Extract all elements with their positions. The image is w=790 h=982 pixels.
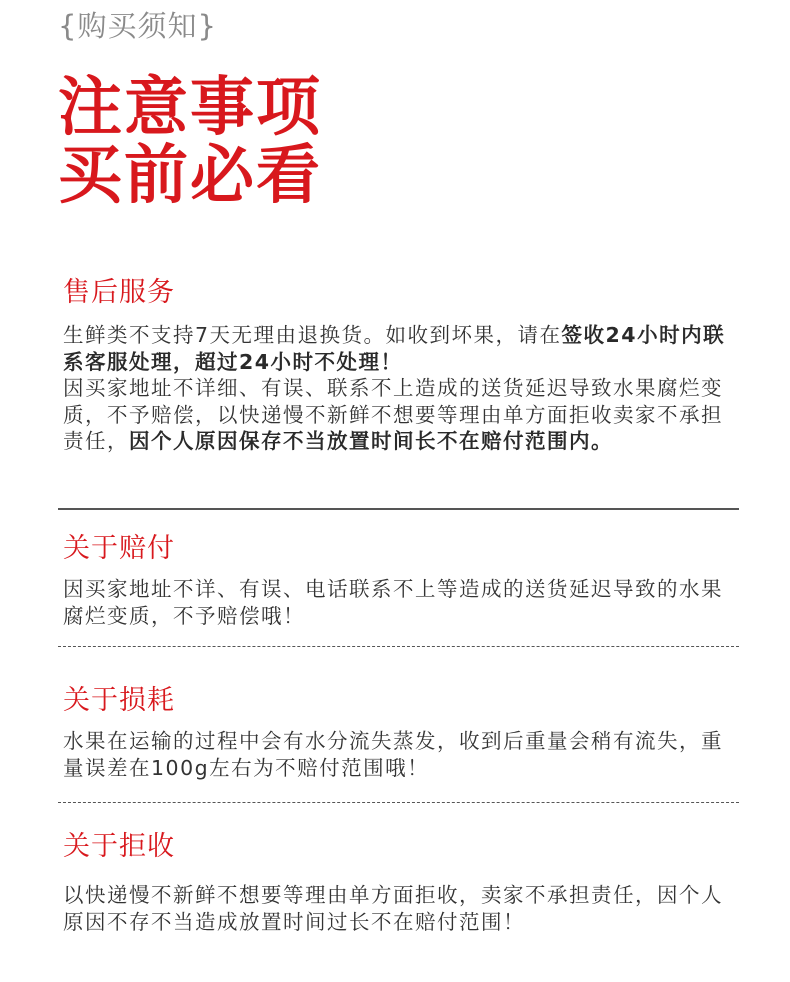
section-title-loss: 关于损耗 bbox=[63, 685, 175, 716]
section-after-sales bbox=[63, 276, 743, 455]
section-body-compensation: 因买家地址不详、有误、电话联系不上等造成的送货延迟导致的水果腐烂变质，不予赔偿哦！ bbox=[63, 577, 723, 628]
section-divider-solid bbox=[58, 508, 739, 510]
tagline: {购买须知} bbox=[58, 9, 217, 43]
headline-line-2: 买前必看 bbox=[58, 139, 322, 213]
section-body-loss: 水果在运输的过程中会有水分流失蒸发，收到后重量会稍有流失，重量误差在100g左右为不赔付范围哦！ bbox=[63, 729, 723, 780]
section-divider-dashed-2 bbox=[58, 802, 739, 803]
section-loss bbox=[63, 684, 743, 781]
section-rejection bbox=[63, 830, 743, 935]
section-body-after-sales bbox=[63, 322, 743, 455]
headline-line-1: 注意事项 bbox=[58, 71, 322, 145]
after-sales-text-1: 生鲜类不支持7天无理由退换货。如收到坏果，请在 bbox=[63, 323, 562, 347]
section-title-rejection: 关于拒收 bbox=[63, 831, 175, 862]
section-divider-dashed-1 bbox=[58, 646, 739, 647]
after-sales-bold-1: 签收24小时内联系客服处理，超过24小时不处理！ bbox=[63, 323, 726, 374]
section-compensation bbox=[63, 532, 743, 629]
section-title-compensation: 关于赔付 bbox=[63, 533, 175, 564]
section-body-rejection: 以快递慢不新鲜不想要等理由单方面拒收，卖家不承担责任，因个人原因不存不当造成放置时间过长不在赔付范围！ bbox=[63, 883, 723, 934]
section-title-after-sales: 售后服务 bbox=[63, 277, 175, 308]
after-sales-bold-2: 因个人原因保存不当放置时间长不在赔付范围内。 bbox=[129, 429, 613, 453]
after-sales-text-2: 因买家地址不详细、有误、联系不上造成的送货延迟导致水果腐烂变质，不予赔偿，以快递慢不新鲜不想要等理由单方面拒收卖家不承担责任， bbox=[63, 376, 723, 453]
